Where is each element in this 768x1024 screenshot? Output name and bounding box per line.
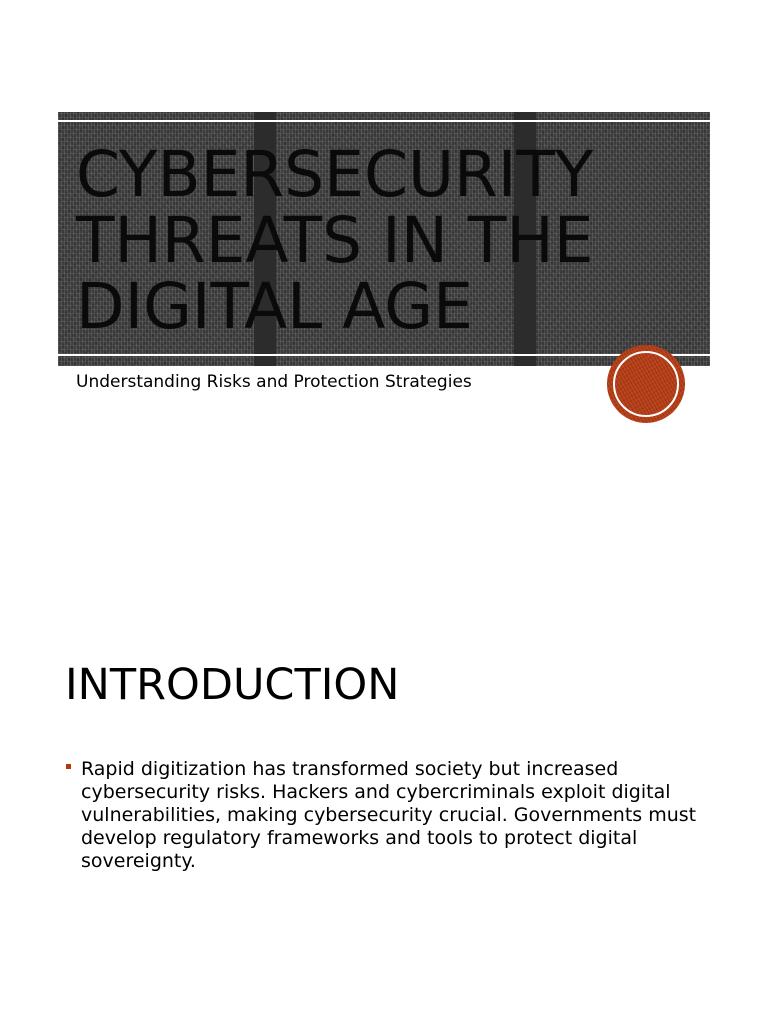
accent-circle-decoration: [607, 345, 685, 423]
bullet-text: Rapid digitization has transformed society but increased cybersecurity risks. Hackers and cybercriminals exploit digital vulnerabilities, making cybersecurity crucial. Governments must develop regulatory frameworks and tools to protect digital sovereignty.: [81, 758, 697, 872]
title-banner: [58, 112, 710, 366]
slide-title: CYBERSECURITY THREATS IN THE DIGITAL AGE: [76, 138, 594, 343]
banner-top-rule: [58, 120, 710, 122]
accent-circle-ring: [613, 351, 679, 417]
bullet-list: [62, 758, 702, 873]
bullet-item: [62, 758, 702, 873]
section-heading: INTRODUCTION: [65, 660, 400, 710]
slide-subtitle: Understanding Risks and Protection Strategies: [76, 372, 472, 392]
square-bullet-icon: [66, 764, 71, 769]
introduction-slide: [0, 512, 768, 1024]
banner-bottom-rule: [58, 354, 710, 356]
